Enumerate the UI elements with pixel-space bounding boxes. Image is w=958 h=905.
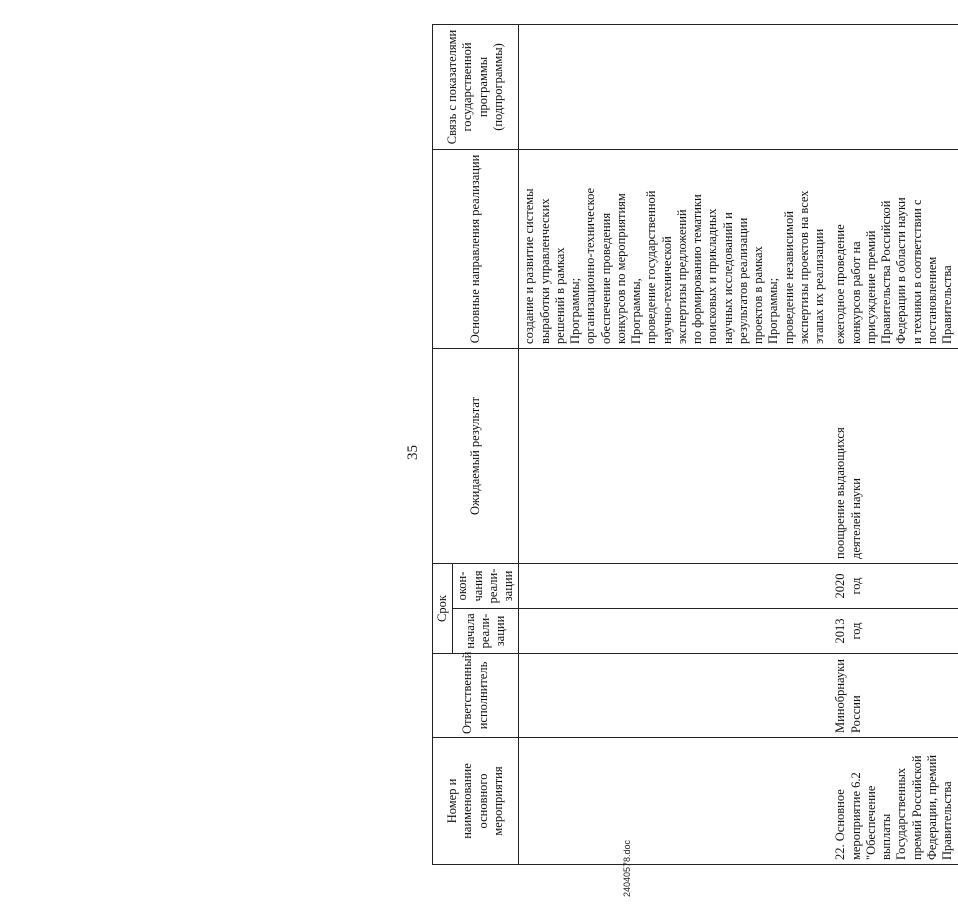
header-expected-result: Ожидаемый результат <box>433 348 519 563</box>
header-row <box>433 24 453 864</box>
text-line: России <box>848 695 863 733</box>
footer-doc-code: 24040578.doc <box>622 839 632 897</box>
cell-expected-result <box>830 348 958 563</box>
header-indicators-link: Связь с показателями государственной программы (подпрограммы) <box>433 24 519 149</box>
text-line: "Обеспечение <box>863 785 878 860</box>
cell-measure-name <box>830 738 958 865</box>
page-number: 35 <box>405 445 421 460</box>
cell-empty <box>519 563 831 608</box>
text-line: конкурсов работ на <box>848 241 863 344</box>
text-line: Программы; <box>766 277 781 344</box>
text-line: Правительства <box>940 265 954 344</box>
cell-empty <box>830 24 958 149</box>
cell-executor <box>830 654 958 738</box>
header-directions: Основные направления реализации <box>433 149 519 348</box>
cell-empty <box>519 24 831 149</box>
text-line: научных исследований и <box>720 212 735 344</box>
text-line: выработки управленческих <box>537 198 552 344</box>
text-line: Правительства Российской <box>879 200 893 344</box>
text-line: по формированию тематики <box>690 194 704 344</box>
text-line: год <box>848 622 863 640</box>
text-line: присуждение премий <box>863 230 878 344</box>
text-line: Программы, <box>629 278 643 344</box>
cell-end-year <box>830 563 958 608</box>
cell-empty <box>519 654 831 738</box>
text-line: Государственных <box>894 767 909 860</box>
text-line: Правительства <box>940 781 954 860</box>
table-row-continuation <box>519 24 831 864</box>
text-line: решений в рамках <box>552 247 567 344</box>
text-line: научно-технической <box>659 236 674 344</box>
header-term: Срок <box>433 563 453 653</box>
header-start: начала реали-зации <box>453 609 519 654</box>
text-line: выплаты <box>879 813 893 860</box>
text-line: 2020 <box>833 573 848 599</box>
text-line: 22. Основное <box>833 789 848 860</box>
text-line: 2013 <box>833 618 848 644</box>
text-line: этапах их реализации <box>812 228 826 344</box>
header-measure-name: Номер и наименование основного мероприятия <box>433 738 519 865</box>
text-line: Минобрнауки <box>833 659 848 733</box>
text-line: конкурсов по мероприятиям <box>613 193 628 344</box>
text-line: мероприятие 6.2 <box>848 772 863 860</box>
table-row-22 <box>830 24 958 864</box>
header-end: окон-чания реали-зации <box>453 563 519 608</box>
text-line: организационно-техническое <box>583 187 598 344</box>
text-line: деятелей науки <box>848 478 863 559</box>
text-line: проведение независимой <box>781 211 796 344</box>
cell-empty <box>519 738 831 865</box>
text-line: экспертизы предложений <box>674 209 689 344</box>
text-line: поощрение выдающихся <box>833 427 848 559</box>
text-line: Программы; <box>568 277 582 344</box>
text-line: Федерации, премий <box>924 754 939 860</box>
cell-start-year <box>830 609 958 654</box>
text-line: ежегодное проведение <box>833 224 848 344</box>
text-line: поисковых и прикладных <box>705 208 720 344</box>
text-line: год <box>848 577 863 595</box>
text-line: результатов реализации <box>735 217 750 344</box>
text-line: постановлением <box>924 256 939 344</box>
header-executor: Ответственный исполнитель <box>433 654 519 738</box>
measures-table <box>432 24 958 865</box>
text-line: Федерации в области науки <box>894 197 909 344</box>
cell-empty <box>519 609 831 654</box>
cell-directions-continuation <box>519 149 831 348</box>
cell-directions <box>830 149 958 348</box>
text-line: обеспечение проведения <box>598 212 613 344</box>
text-line: и техники в соответствии с <box>909 199 924 344</box>
text-line: экспертизы проектов на всех <box>796 190 811 344</box>
text-line: премий Российской <box>909 755 924 860</box>
text-line: проектов в рамках <box>751 246 765 344</box>
cell-empty <box>519 348 831 563</box>
text-line: проведение государственной <box>644 190 659 344</box>
text-line: создание и развитие системы <box>522 188 537 344</box>
